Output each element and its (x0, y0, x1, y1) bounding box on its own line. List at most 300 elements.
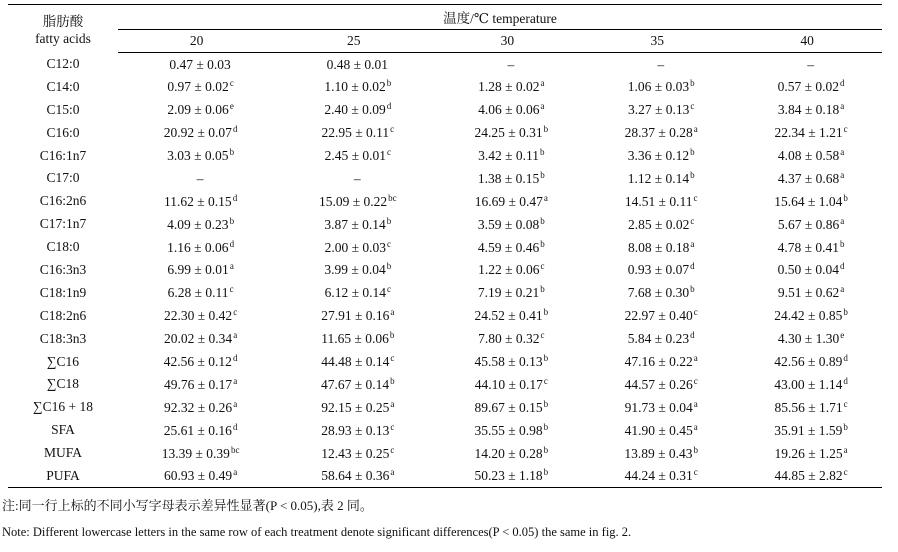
value-cell (432, 75, 582, 98)
significance-letter: b (543, 444, 549, 455)
table-row (8, 167, 882, 190)
cell-value: 5.67 ± 0.86 (777, 216, 840, 232)
value-cell (118, 236, 275, 259)
value-cell (118, 53, 275, 76)
significance-letter: c (843, 124, 848, 135)
value-cell (432, 236, 582, 259)
significance-letter: c (390, 444, 395, 455)
cell-value: 25.61 ± 0.16 (163, 422, 232, 438)
significance-letter: b (540, 215, 545, 226)
significance-letter: a (840, 215, 845, 226)
significance-letter: c (843, 398, 848, 409)
cell-value: 14.20 ± 0.28 (474, 445, 543, 461)
significance-letter: a (690, 238, 695, 249)
significance-letter: c (690, 101, 695, 112)
significance-letter: d (840, 261, 845, 272)
cell-value: 0.50 ± 0.04 (777, 262, 840, 278)
significance-letter: c (693, 467, 698, 478)
significance-letter: a (229, 261, 234, 272)
value-cell (732, 350, 882, 373)
cell-value: 6.12 ± 0.14 (324, 285, 387, 301)
significance-letter: b (540, 169, 545, 180)
table-row (8, 121, 882, 144)
cell-value: 12.43 ± 0.25 (321, 445, 390, 461)
value-cell (118, 259, 275, 282)
value-cell (582, 213, 732, 236)
cell-value: 1.06 ± 0.03 (627, 79, 690, 95)
cell-value: 60.93 ± 0.49 (164, 468, 233, 484)
fatty-acid-name: ∑C18 (46, 376, 80, 392)
cell-value: 85.56 ± 1.71 (774, 399, 843, 415)
cell-value: 3.36 ± 0.12 (627, 148, 690, 163)
cell-value: 7.19 ± 0.21 (477, 285, 540, 301)
significance-letter: b (843, 307, 848, 318)
value-cell (732, 75, 882, 98)
value-cell (582, 373, 732, 396)
value-cell (275, 396, 432, 419)
value-cell (118, 304, 275, 327)
significance-letter: b (229, 215, 235, 226)
value-cell (118, 327, 275, 350)
value-cell (582, 465, 732, 488)
value-cell (582, 419, 732, 442)
significance-letter: b (690, 147, 695, 157)
significance-letter: b (543, 307, 549, 318)
cell-value: 47.67 ± 0.14 (320, 376, 390, 392)
value-cell (275, 190, 432, 213)
significance-letter: a (693, 353, 698, 364)
cell-value: – (657, 56, 665, 72)
fatty-acid-name: C15:0 (46, 101, 80, 117)
significance-letter: a (840, 101, 845, 112)
significance-letter: a (390, 307, 395, 318)
cell-value: 8.08 ± 0.18 (627, 239, 690, 255)
cell-value: 44.57 ± 0.26 (624, 376, 693, 392)
fatty-acid-name: ∑C16 (46, 353, 80, 369)
fatty-acid-header-en: fatty acids (35, 30, 91, 46)
significance-letter: a (840, 284, 845, 295)
table-row (8, 281, 882, 304)
table-row (8, 442, 882, 465)
fatty-acid-table (8, 4, 882, 488)
value-cell (732, 373, 882, 396)
significance-letter: e (840, 330, 845, 341)
cell-value: 9.51 ± 0.62 (777, 285, 840, 301)
cell-value: 7.68 ± 0.30 (627, 285, 690, 301)
value-cell (732, 236, 882, 259)
table-row (8, 53, 882, 76)
significance-letter: c (390, 124, 395, 135)
value-cell (118, 213, 275, 236)
significance-letter: c (693, 375, 698, 386)
cell-value: 4.30 ± 1.30 (777, 331, 840, 347)
significance-letter: a (693, 398, 698, 409)
value-cell (582, 259, 732, 282)
significance-letter: b (390, 375, 395, 386)
value-cell (118, 373, 275, 396)
value-cell (275, 442, 432, 465)
cell-value: 4.37 ± 0.68 (777, 170, 840, 186)
fatty-acid-name: ∑C16 + 18 (33, 399, 93, 415)
significance-letter: b (543, 124, 549, 135)
cell-value: 35.91 ± 1.59 (774, 422, 843, 438)
table-row (8, 213, 882, 236)
note-cn: 注:同一行上标的不同小写字母表示差异性显著(P < 0.05),表 2 同。 (2, 498, 373, 513)
value-cell (732, 396, 882, 419)
value-cell (118, 396, 275, 419)
cell-value: 11.65 ± 0.06 (321, 331, 389, 347)
cell-value: 6.28 ± 0.11 (167, 285, 229, 301)
value-cell (432, 304, 582, 327)
significance-letter: bc (230, 444, 240, 455)
value-cell (732, 419, 882, 442)
value-cell (432, 350, 582, 373)
significance-letter: b (543, 353, 549, 364)
value-cell (275, 213, 432, 236)
fatty-acid-name: MUFA (43, 445, 82, 461)
cell-value: 0.47 ± 0.03 (169, 56, 231, 72)
cell-value: 15.09 ± 0.22 (318, 193, 388, 209)
table-row (8, 259, 882, 282)
significance-letter: d (386, 101, 392, 112)
significance-letter: b (386, 261, 392, 272)
significance-letter: a (233, 398, 238, 409)
cell-value: 24.42 ± 0.85 (774, 308, 843, 324)
significance-letter: d (232, 192, 238, 203)
cell-value: – (196, 170, 204, 186)
significance-letter: c (690, 215, 695, 226)
significance-letter: b (229, 147, 235, 157)
significance-letter: c (693, 192, 698, 203)
cell-value: 89.67 ± 0.15 (474, 399, 543, 415)
cell-value: 7.80 ± 0.32 (478, 331, 540, 347)
cell-value: 0.93 ± 0.07 (627, 262, 690, 278)
value-cell (275, 167, 432, 190)
fatty-acid-name: C18:2n6 (39, 307, 87, 323)
significance-letter: c (387, 238, 392, 249)
fatty-acid-name: SFA (51, 422, 75, 438)
cell-value: 3.42 ± 0.11 (478, 148, 540, 163)
value-cell (582, 350, 732, 373)
value-cell (118, 75, 275, 98)
value-cell (118, 167, 275, 190)
significance-letter: c (390, 421, 395, 432)
value-cell (118, 350, 275, 373)
value-cell (732, 98, 882, 121)
value-cell (275, 373, 432, 396)
significance-letter: d (229, 238, 235, 249)
significance-letter: b (389, 330, 395, 341)
fatty-acid-name: C16:0 (46, 124, 80, 140)
fatty-acid-name: C18:3n3 (39, 330, 87, 346)
fatty-acid-header (8, 5, 118, 53)
cell-value: 41.90 ± 0.45 (624, 422, 693, 438)
significance-letter: a (693, 124, 698, 135)
value-cell (275, 144, 432, 167)
significance-letter: d (232, 124, 238, 135)
table-body (8, 53, 882, 488)
significance-letter: d (843, 375, 848, 386)
fatty-acid-header-cn: 脂肪酸 (42, 13, 84, 29)
value-cell (432, 53, 582, 76)
cell-value: 22.34 ± 1.21 (774, 125, 843, 141)
cell-value: 91.73 ± 0.04 (624, 399, 693, 415)
value-cell (118, 419, 275, 442)
significance-letter: c (540, 330, 545, 341)
value-cell (432, 121, 582, 144)
significance-letter: a (233, 467, 238, 478)
significance-letter: a (840, 147, 845, 157)
fatty-acid-name: C18:1n9 (39, 284, 87, 300)
cell-value: 22.97 ± 0.40 (624, 308, 693, 324)
value-cell (118, 281, 275, 304)
significance-letter: a (843, 444, 848, 455)
cell-value: – (507, 56, 515, 72)
significance-letter: b (543, 467, 549, 478)
value-cell (275, 53, 432, 76)
value-cell (275, 121, 432, 144)
cell-value: 13.39 ± 0.39 (161, 445, 230, 461)
cell-value: 1.12 ± 0.14 (627, 170, 690, 186)
value-cell (432, 281, 582, 304)
significance-letter: c (843, 467, 848, 478)
table-row (8, 396, 882, 419)
cell-value: 4.09 ± 0.23 (167, 216, 229, 232)
value-cell (432, 167, 582, 190)
significance-letter: d (232, 353, 238, 364)
value-cell (118, 442, 275, 465)
significance-letter: b (543, 421, 549, 432)
cell-value: 28.37 ± 0.28 (624, 125, 693, 141)
cell-value: 16.69 ± 0.47 (474, 193, 543, 209)
value-cell (275, 350, 432, 373)
fatty-acid-name: PUFA (8, 465, 118, 488)
cell-value: 92.32 ± 0.26 (164, 399, 233, 415)
significance-letter: e (229, 101, 234, 112)
cell-value: 1.38 ± 0.15 (477, 170, 540, 186)
significance-letter: a (543, 192, 548, 203)
fatty-acid-name: C17:0 (46, 170, 80, 186)
value-cell (732, 213, 882, 236)
value-cell (432, 465, 582, 488)
value-cell (732, 53, 882, 76)
significance-letter: b (540, 284, 545, 295)
table-row (8, 144, 882, 167)
cell-value: 35.55 ± 0.98 (474, 422, 543, 438)
temperature-header: 温度/℃ temperature (118, 5, 882, 30)
cell-value: 1.22 ± 0.06 (478, 262, 540, 278)
value-cell (582, 121, 732, 144)
cell-value: 4.06 ± 0.06 (478, 102, 540, 118)
cell-value: 28.93 ± 0.13 (321, 422, 390, 438)
cell-value: – (807, 56, 814, 72)
header-row-temperature (8, 5, 882, 30)
fatty-acid-name: C16:3n3 (39, 261, 87, 277)
value-cell (732, 144, 882, 167)
cell-value: 4.78 ± 0.41 (777, 239, 840, 255)
table-row (8, 304, 882, 327)
cell-value: 44.10 ± 0.17 (474, 376, 543, 392)
significance-letter: a (233, 375, 238, 386)
cell-value: 27.91 ± 0.16 (321, 308, 390, 324)
temp-col-20: 20 (118, 30, 275, 53)
significance-letter: d (690, 330, 695, 341)
significance-letter: c (540, 261, 545, 272)
cell-value: 0.97 ± 0.02 (167, 79, 229, 95)
table-row (8, 327, 882, 350)
significance-letter: d (690, 261, 695, 272)
significance-letter: b (690, 169, 695, 180)
cell-value: 11.62 ± 0.15 (164, 193, 232, 209)
value-cell (118, 144, 275, 167)
significance-letter: b (386, 78, 392, 89)
value-cell (432, 190, 582, 213)
cell-value: 1.10 ± 0.02 (324, 79, 386, 95)
cell-value: 22.95 ± 0.11 (321, 125, 390, 141)
temp-col-40: 40 (732, 30, 882, 53)
cell-value: 3.27 ± 0.13 (627, 102, 690, 118)
significance-letter: a (390, 467, 395, 478)
value-cell (432, 396, 582, 419)
cell-value: 2.09 ± 0.06 (167, 102, 229, 118)
value-cell (732, 259, 882, 282)
fatty-acid-name: C16:1n7 (39, 147, 87, 163)
value-cell (582, 190, 732, 213)
cell-value: 2.00 ± 0.03 (324, 239, 387, 255)
temp-col-25: 25 (275, 30, 432, 53)
significance-letter: b (843, 421, 848, 432)
significance-letter: a (233, 330, 238, 341)
significance-letter: c (390, 353, 395, 364)
value-cell (432, 419, 582, 442)
table-row (8, 373, 882, 396)
value-cell (275, 75, 432, 98)
significance-letter: d (840, 78, 845, 89)
value-cell (275, 465, 432, 488)
table-notes (2, 492, 631, 546)
cell-value: 1.28 ± 0.02 (478, 79, 540, 95)
value-cell (432, 442, 582, 465)
cell-value: 5.84 ± 0.23 (627, 331, 690, 347)
cell-value: 2.40 ± 0.09 (324, 102, 386, 118)
value-cell (732, 327, 882, 350)
significance-letter: c (387, 284, 392, 295)
cell-value: 0.57 ± 0.02 (777, 79, 840, 95)
temp-col-35: 35 (582, 30, 732, 53)
value-cell (275, 236, 432, 259)
value-cell (432, 98, 582, 121)
significance-letter: a (840, 169, 845, 180)
value-cell (432, 213, 582, 236)
cell-value: 49.76 ± 0.17 (164, 376, 233, 392)
value-cell (582, 236, 732, 259)
cell-value: 6.99 ± 0.01 (167, 262, 229, 278)
value-cell (275, 281, 432, 304)
significance-letter: a (693, 421, 698, 432)
fatty-acid-name: C17:1n7 (39, 216, 87, 232)
value-cell (582, 75, 732, 98)
cell-value: 3.99 ± 0.04 (324, 262, 386, 278)
cell-value: 3.59 ± 0.08 (477, 216, 540, 232)
significance-letter: b (693, 444, 699, 455)
cell-value: 50.23 ± 1.18 (474, 468, 543, 484)
value-cell (432, 327, 582, 350)
value-cell (732, 465, 882, 488)
value-cell (275, 98, 432, 121)
significance-letter: c (229, 284, 234, 295)
cell-value: 42.56 ± 0.89 (774, 354, 843, 370)
fatty-acid-name: C14:0 (46, 78, 80, 94)
table-row (8, 236, 882, 259)
cell-value: 20.02 ± 0.34 (164, 331, 233, 347)
value-cell (732, 167, 882, 190)
value-cell (582, 327, 732, 350)
significance-letter: b (843, 192, 848, 203)
significance-letter: bc (388, 192, 397, 203)
cell-value: 1.16 ± 0.06 (167, 239, 229, 255)
cell-value: 2.45 ± 0.01 (324, 148, 387, 163)
cell-value: 44.85 ± 2.82 (774, 468, 843, 484)
significance-letter: c (543, 375, 548, 386)
significance-letter: a (540, 101, 545, 112)
cell-value: 14.51 ± 0.11 (624, 193, 693, 209)
cell-value: 4.08 ± 0.58 (777, 148, 840, 163)
value-cell (118, 465, 275, 488)
value-cell (275, 327, 432, 350)
value-cell (582, 167, 732, 190)
cell-value: 15.64 ± 1.04 (774, 193, 843, 209)
value-cell (432, 373, 582, 396)
cell-value: 44.24 ± 0.31 (624, 468, 693, 484)
cell-value: 13.89 ± 0.43 (624, 445, 693, 461)
fatty-acid-name: C16:2n6 (39, 193, 87, 209)
cell-value: 3.87 ± 0.14 (324, 216, 386, 232)
header-row-columns (8, 30, 882, 53)
table-row (8, 190, 882, 213)
value-cell (732, 121, 882, 144)
significance-letter: c (387, 147, 392, 157)
significance-letter: b (540, 238, 545, 249)
cell-value: 2.85 ± 0.02 (627, 216, 690, 232)
cell-value: 3.03 ± 0.05 (167, 148, 229, 163)
value-cell (118, 98, 275, 121)
fatty-acid-name: C12:0 (46, 55, 80, 71)
significance-letter: a (390, 398, 395, 409)
value-cell (582, 281, 732, 304)
significance-letter: c (229, 78, 234, 89)
significance-letter: b (840, 238, 845, 249)
cell-value: 24.25 ± 0.31 (474, 125, 543, 141)
value-cell (582, 396, 732, 419)
value-cell (118, 190, 275, 213)
significance-letter: c (233, 307, 238, 318)
cell-value: 0.48 ± 0.01 (326, 56, 389, 72)
significance-letter: c (693, 307, 698, 318)
cell-value: 92.15 ± 0.25 (321, 399, 390, 415)
cell-value: 3.84 ± 0.18 (777, 102, 840, 118)
significance-letter: d (232, 421, 238, 432)
cell-value: 22.30 ± 0.42 (164, 308, 233, 324)
value-cell (432, 259, 582, 282)
value-cell (118, 121, 275, 144)
value-cell (732, 190, 882, 213)
cell-value: – (353, 170, 361, 186)
value-cell (275, 419, 432, 442)
cell-value: 47.16 ± 0.22 (624, 354, 693, 370)
value-cell (732, 281, 882, 304)
value-cell (582, 53, 732, 76)
cell-value: 58.64 ± 0.36 (321, 468, 390, 484)
